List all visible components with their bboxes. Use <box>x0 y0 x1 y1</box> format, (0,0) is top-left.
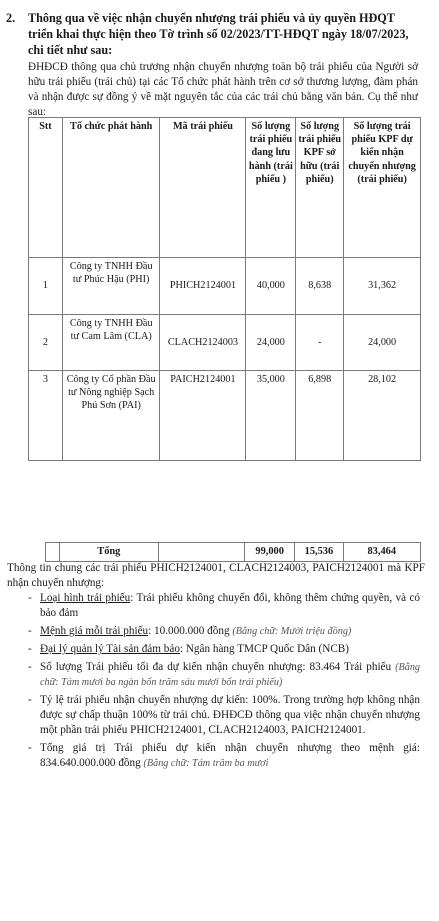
cell-issuer: Công ty TNHH Đầu tư Phúc Hậu (PHI) <box>62 258 160 315</box>
item-text: : Ngân hàng TMCP Quốc Dân (NCB) <box>179 643 349 655</box>
list-item <box>28 642 420 657</box>
bullet-dash: - <box>28 661 32 673</box>
table-row <box>29 315 421 371</box>
cell-bond-code: CLACH2124003 <box>160 315 246 371</box>
cell-stt: 3 <box>29 371 63 461</box>
cell-bond-code: PAICH2124001 <box>160 371 246 461</box>
cell-owned: 6,898 <box>296 371 344 461</box>
total-empty-cell <box>158 543 244 562</box>
item-note: (Bằng chữ: Tám mươi ba ngàn bốn trăm sáu mươi bốn trái phiếu) <box>40 662 421 688</box>
item-key: Đại lý quản lý Tài sản đảm bảo <box>40 643 180 655</box>
item-key: Mệnh giá mỗi trái phiếu <box>40 625 149 637</box>
item-text: Tỷ lệ trái phiếu nhận chuyển nhượng dự kiến: 100%. Trong trường hợp không nhận được sự chấp thuận 100% từ trái chủ. ĐHĐCĐ thông qua việc nhận chuyển nhượng một phần trái phiếu PHICH2124001, CLACH2124003, PAICH2124001. <box>40 694 420 736</box>
cell-stt: 1 <box>29 258 63 315</box>
cell-outstanding: 40,000 <box>246 258 296 315</box>
cell-expected: 24,000 <box>344 315 421 371</box>
section-title: Thông qua về việc nhận chuyển nhượng trái phiếu và ủy quyền HĐQT triển khai thực hiện theo Tờ trình số 02/2023/TT-HĐQT ngày 18/07/2023, chi tiết như sau: <box>28 11 409 57</box>
bullet-dash: - <box>28 742 32 754</box>
cell-owned: 8,638 <box>296 258 344 315</box>
list-item <box>28 624 420 639</box>
item-text: Tổng giá trị Trái phiếu dự kiến nhận chuyển nhượng theo mệnh giá: 834.640.000.000 đồng <box>40 742 420 769</box>
list-item <box>28 741 420 771</box>
item-note: (Bằng chữ: Tám trăm ba mươi <box>143 758 269 769</box>
total-table <box>45 542 421 562</box>
table-row <box>29 258 421 315</box>
list-item <box>28 693 420 738</box>
total-owned: 15,536 <box>295 543 343 562</box>
bullet-dash: - <box>28 625 32 637</box>
list-item <box>28 591 420 621</box>
total-outstanding: 99,000 <box>245 543 295 562</box>
col-header-outstanding: Số lượng trái phiếu đang lưu hành (trái phiếu ) <box>246 118 296 258</box>
list-item <box>28 660 420 690</box>
cell-bond-code: PHICH2124001 <box>160 258 246 315</box>
bullet-dash: - <box>28 592 32 604</box>
cell-issuer: Công ty TNHH Đầu tư Cam Lâm (CLA) <box>62 315 160 371</box>
intro-paragraph: ĐHĐCĐ thông qua chủ trương nhận chuyển nhượng toàn bộ trái phiếu của Người sở hữu trái phiếu (trái chủ) tại các Tổ chức phát hành trên cơ sở thương lượng, đàm phán và nhận được sự đồng ý về mặt nguyên tắc của các trái chủ bằng văn bản. Cụ thể như sau: <box>28 61 418 118</box>
total-expected: 83,464 <box>343 543 420 562</box>
col-header-issuer: Tổ chức phát hành <box>62 118 160 258</box>
table-header-row <box>29 118 421 258</box>
item-text: : 10.000.000 đồng <box>148 625 230 637</box>
item-text: Số lượng Trái phiếu tối đa dự kiến nhận chuyển nhượng: 83.464 Trái phiếu <box>40 661 392 673</box>
cell-owned: - <box>296 315 344 371</box>
cell-issuer: Công ty Cổ phần Đầu tư Nông nghiệp Sạch Phú Sơn (PAI) <box>62 371 160 461</box>
col-header-expected: Số lượng trái phiếu KPF dự kiến nhận chuyển nhượng (trái phiếu) <box>344 118 421 258</box>
section-number: 2. <box>6 11 16 25</box>
item-key: Loại hình trái phiếu <box>40 592 131 604</box>
total-empty-cell <box>46 543 60 562</box>
bond-details-list <box>28 591 420 774</box>
cell-outstanding: 35,000 <box>246 371 296 461</box>
cell-outstanding: 24,000 <box>246 315 296 371</box>
table-row <box>29 371 421 461</box>
general-info-paragraph: Thông tin chung các trái phiếu PHICH2124001, CLACH2124003, PAICH2124001 mà KPF nhận chuyển nhượng: <box>7 562 425 589</box>
cell-expected: 31,362 <box>344 258 421 315</box>
total-row <box>46 543 421 562</box>
col-header-bond-code: Mã trái phiếu <box>160 118 246 258</box>
total-label: Tổng <box>60 543 159 562</box>
cell-stt: 2 <box>29 315 63 371</box>
bullet-dash: - <box>28 694 32 706</box>
item-text: : Trái phiếu không chuyển đổi, không thêm chứng quyền, và có bảo đảm <box>40 592 421 619</box>
item-note: (Bằng chữ: Mười triệu đồng) <box>232 626 352 637</box>
col-header-stt: Stt <box>29 118 63 258</box>
bond-table <box>28 117 421 461</box>
cell-expected: 28,102 <box>344 371 421 461</box>
col-header-owned: Số lượng trái phiếu KPF sở hữu (trái phiếu) <box>296 118 344 258</box>
bullet-dash: - <box>28 643 32 655</box>
